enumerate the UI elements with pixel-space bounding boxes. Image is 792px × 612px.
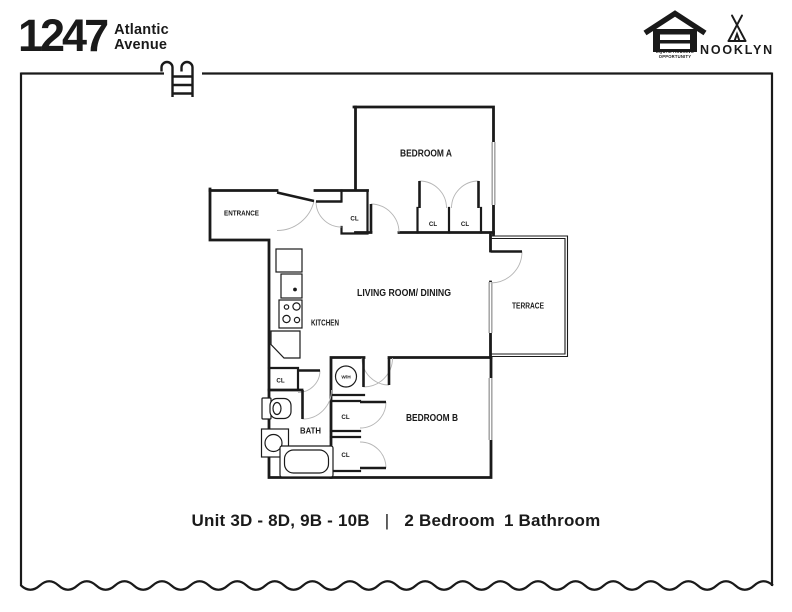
terrace-walls	[491, 236, 568, 357]
unit-summary	[0, 511, 792, 531]
counter-icon	[276, 249, 302, 272]
unit-label: Unit 3D - 8D, 9B - 10B	[191, 511, 370, 530]
closet-label: CL	[341, 452, 350, 459]
door-arc	[420, 181, 447, 208]
closet-label: CL	[428, 221, 438, 228]
nooklyn-wordmark: NOOKLYN	[700, 43, 774, 57]
building-number: 1247	[18, 10, 107, 61]
bedroom-a-wall	[354, 107, 494, 235]
fixtures	[262, 249, 357, 477]
closet-label: CL	[350, 215, 359, 223]
door-arc	[491, 252, 523, 284]
bath-label: BATH	[300, 426, 322, 436]
door-arc	[316, 202, 342, 228]
terrace-label: TERRACE	[512, 301, 545, 311]
door-arc	[277, 201, 314, 231]
door-arc	[452, 181, 479, 208]
pool-ladder-icon	[162, 62, 193, 97]
street-line2: Avenue	[114, 37, 168, 53]
street-line1: Atlantic	[114, 22, 169, 38]
closet-label: CL	[341, 414, 350, 421]
equal-housing-caption-line2: OPPORTUNITY	[658, 53, 692, 59]
door-arc	[362, 358, 389, 385]
bathtub-icon	[280, 446, 333, 477]
bedroom-b-label: BEDROOM B	[406, 412, 459, 424]
entrance-label: ENTRANCE	[224, 208, 259, 218]
summary-divider: |	[384, 511, 390, 530]
counter-icon	[271, 331, 300, 358]
closet-label: CL	[276, 377, 285, 385]
fridge-icon	[281, 274, 302, 298]
entry-door-leaf	[277, 193, 314, 202]
kitchen-label: KITCHEN	[311, 318, 340, 328]
stove-icon	[279, 300, 302, 328]
equal-housing-caption-line1: EQUAL HOUSING	[656, 49, 694, 54]
windows	[491, 142, 494, 440]
door-arc	[303, 390, 332, 419]
closet-label: CL	[460, 221, 470, 228]
bedroom-b-closet-walls	[331, 401, 360, 471]
teepee-icon	[729, 16, 746, 42]
bedrooms-label: 2 Bedroom	[404, 511, 495, 530]
address-lockup	[18, 10, 169, 61]
hall-closet-wall	[342, 191, 368, 234]
street-name	[114, 23, 169, 53]
door-arc	[360, 442, 386, 468]
living-room-label: LIVING ROOM/ DINING	[357, 287, 451, 299]
bathrooms-label: 1 Bathroom	[503, 511, 601, 530]
door-arc	[360, 402, 386, 428]
toilet-icon	[262, 398, 291, 419]
bedroom-a-label: BEDROOM A	[400, 147, 453, 160]
wave-border	[21, 581, 773, 590]
washer-heater-label: W/H	[341, 375, 351, 381]
door-arc	[371, 204, 399, 233]
